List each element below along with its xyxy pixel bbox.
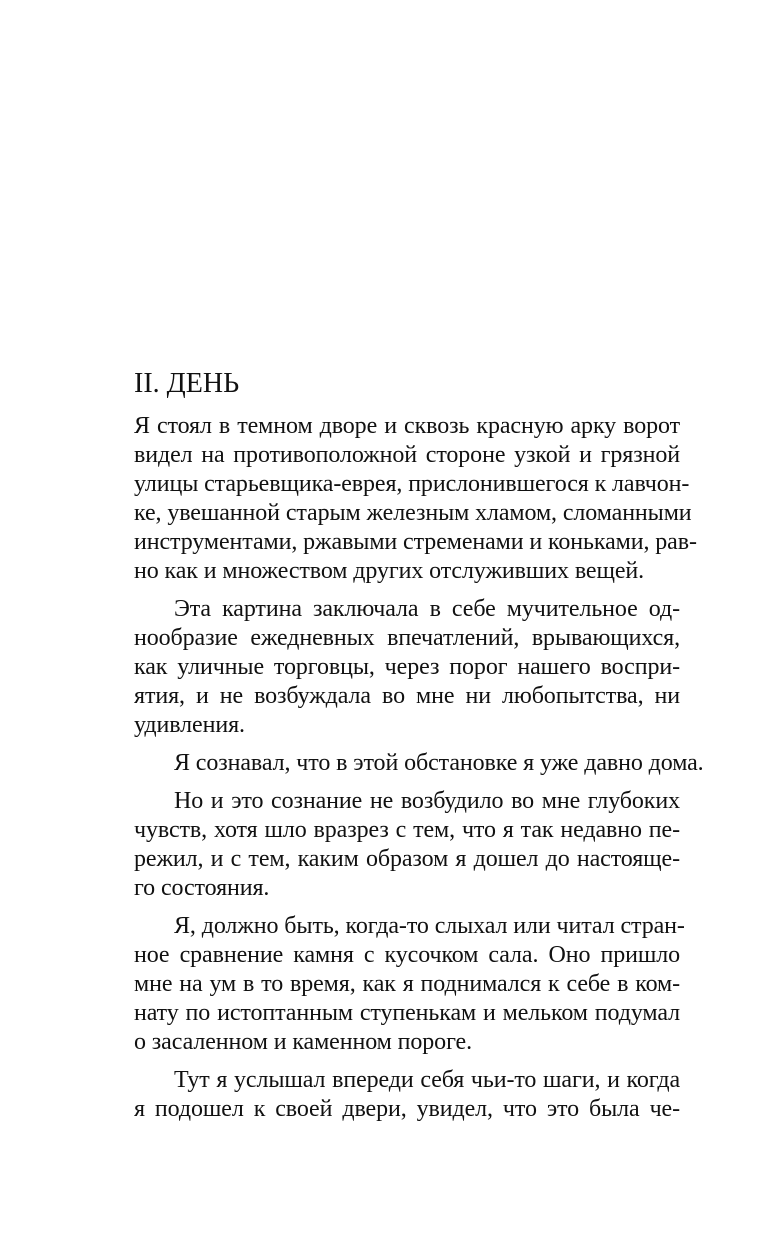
- text-line: чувств, хотя шло вразрез с тем, что я так недавно пе-: [134, 817, 680, 843]
- paragraph-gap: [134, 740, 680, 749]
- paragraph: [134, 412, 697, 586]
- paragraph: [134, 1066, 680, 1124]
- text-line: но как и множеством других отслуживших вещей.: [134, 558, 645, 584]
- paragraph-gap: [134, 1057, 680, 1066]
- text-line: Я сознавал, что в этой обстановке я уже давно дома.: [174, 750, 704, 776]
- paragraph: [134, 787, 680, 903]
- chapter-title: II. ДЕНЬ: [134, 368, 240, 399]
- text-line: как уличные торговцы, через порог нашего воспри-: [134, 654, 680, 680]
- text-line: Я стоял в темном дворе и сквозь красную арку ворот: [134, 413, 680, 439]
- text-line: Эта картина заключала в себе мучительное од-: [174, 596, 680, 622]
- paragraph-gap: [134, 778, 680, 787]
- text-line: Тут я услышал впереди себя чьи-то шаги, и когда: [174, 1067, 680, 1093]
- paragraph-gap: [134, 903, 680, 912]
- text-line: нообразие ежедневных впечатлений, врывающихся,: [134, 625, 680, 651]
- text-line: видел на противоположной стороне узкой и грязной: [134, 442, 680, 468]
- text-line: нату по истоптанным ступенькам и мельком подумал: [134, 1000, 680, 1026]
- text-line: ке, увешанной старым железным хламом, сломанными: [134, 500, 692, 526]
- text-line: удивления.: [134, 712, 245, 738]
- body-text: [134, 412, 704, 1124]
- text-line: Но и это сознание не возбудило во мне глубоких: [174, 788, 680, 814]
- text-line: го состояния.: [134, 875, 270, 901]
- text-line: режил, и с тем, каким образом я дошел до настояще-: [134, 846, 680, 872]
- text-line: улицы старьевщика-еврея, прислонившегося к лавчон-: [134, 471, 690, 497]
- text-line: ятия, и не возбуждала во мне ни любопытства, ни: [134, 683, 680, 709]
- paragraph: [134, 912, 685, 1057]
- text-line: о засаленном и каменном пороге.: [134, 1029, 472, 1055]
- paragraph-gap: [134, 586, 680, 595]
- text-line: Я, должно быть, когда-то слыхал или читал стран-: [174, 913, 685, 939]
- text-line: мне на ум в то время, как я поднимался к себе в ком-: [134, 971, 680, 997]
- text-line: я подошел к своей двери, увидел, что это была че-: [134, 1096, 680, 1122]
- text-line: ное сравнение камня с кусочком сала. Оно пришло: [134, 942, 680, 968]
- text-line: инструментами, ржавыми стременами и коньками, рав-: [134, 529, 697, 555]
- paragraph: [134, 749, 704, 778]
- paragraph: [134, 595, 680, 740]
